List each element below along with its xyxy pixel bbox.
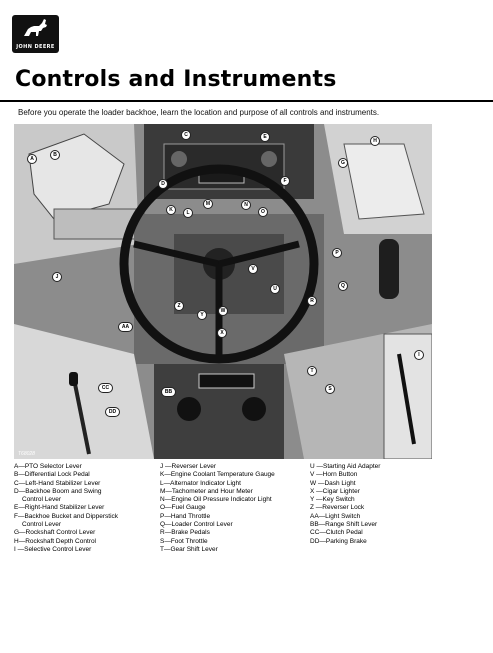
callout-U: U [270, 284, 280, 294]
legend-item: P—Hand Throttle [160, 512, 211, 520]
legend-item: J —Reverser Lever [160, 463, 216, 470]
callout-L: L [183, 208, 193, 218]
page-title: Controls and Instruments [15, 67, 337, 92]
legend-item: W —Dash Light [310, 479, 356, 487]
callout-X: X [217, 328, 227, 338]
callout-R: R [307, 296, 317, 306]
title-rule [0, 100, 493, 102]
photo-code: T68028 [18, 451, 35, 457]
callout-V: V [248, 264, 258, 274]
callout-Z: Z [174, 301, 184, 311]
legend-item: X —Cigar Lighter [310, 487, 360, 495]
intro-text: Before you operate the loader backhoe, learn the location and purpose of all controls and instruments. [18, 108, 380, 117]
legend-item: U —Starting Aid Adapter [310, 463, 381, 470]
legend-item-continued: Control Lever [22, 521, 62, 529]
legend-item: R—Brake Pedals [160, 529, 210, 537]
legend-item: H—Rockshaft Depth Control [14, 537, 97, 545]
legend-column-3 [310, 463, 380, 546]
legend-item: A—PTO Selector Lever [14, 463, 82, 470]
legend-item: M—Tachometer and Hour Meter [160, 487, 253, 495]
cab-illustration [14, 124, 432, 459]
cab-controls-photo [14, 124, 432, 459]
legend-item: B—Differential Lock Pedal [14, 471, 90, 479]
callout-AA: AA [118, 322, 133, 332]
legend-item: O—Fuel Gauge [160, 504, 206, 512]
legend-item: S—Foot Throttle [160, 537, 208, 545]
legend-item: T—Gear Shift Lever [160, 545, 218, 553]
callout-E: E [260, 132, 270, 142]
callout-B: B [50, 150, 60, 160]
callout-A: A [27, 154, 37, 164]
legend-item: V —Horn Button [310, 471, 358, 479]
legend-item: N—Engine Oil Pressure Indicator Light [160, 496, 272, 504]
callout-G: G [338, 158, 348, 168]
john-deere-logo [12, 15, 59, 53]
callout-O: O [258, 207, 268, 217]
deer-icon [21, 18, 50, 40]
legend-item: K—Engine Coolant Temperature Gauge [160, 471, 275, 479]
legend-item-continued: Control Lever [22, 496, 62, 504]
callout-P: P [332, 248, 342, 258]
callout-CC: CC [98, 383, 113, 393]
legend-item: I —Selective Control Lever [14, 545, 92, 553]
legend-item: DD—Parking Brake [310, 537, 367, 545]
legend-item: AA—Light Switch [310, 512, 361, 520]
legend-item: F—Backhoe Bucket and Dipperstick [14, 512, 119, 520]
callout-D: D [158, 179, 168, 189]
callout-J: J [52, 272, 62, 282]
legend-item: BB—Range Shift Lever [310, 521, 378, 529]
legend-column-2 [160, 463, 275, 554]
callout-N: N [241, 200, 251, 210]
callout-I: I [414, 350, 424, 360]
legend-item: D—Backhoe Boom and Swing [14, 487, 102, 495]
callout-M: M [203, 199, 213, 209]
callout-S: S [325, 384, 335, 394]
legend-item: C—Left-Hand Stabilizer Lever [14, 479, 101, 487]
legend-item: Z —Reverser Lock [310, 504, 365, 512]
callout-Q: Q [338, 281, 348, 291]
callout-K: K [166, 205, 176, 215]
legend-item: Q—Loader Control Lever [160, 521, 233, 529]
callout-F: F [280, 176, 290, 186]
callout-W: W [218, 306, 228, 316]
callout-Y: Y [197, 310, 207, 320]
legend-item: CC—Clutch Pedal [310, 529, 363, 537]
legend-item: L—Alternator Indicator Light [160, 479, 241, 487]
callout-H: H [370, 136, 380, 146]
callout-DD: DD [105, 407, 120, 417]
logo-text: JOHN DEERE [16, 44, 55, 50]
legend-column-1 [14, 463, 118, 554]
legend-item: E—Right-Hand Stabilizer Lever [14, 504, 105, 512]
legend-item: Y —Key Switch [310, 496, 355, 504]
callout-BB: BB [161, 387, 176, 397]
callout-T: T [307, 366, 317, 376]
callout-C: C [181, 130, 191, 140]
legend-item: G—Rockshaft Control Lever [14, 529, 96, 537]
